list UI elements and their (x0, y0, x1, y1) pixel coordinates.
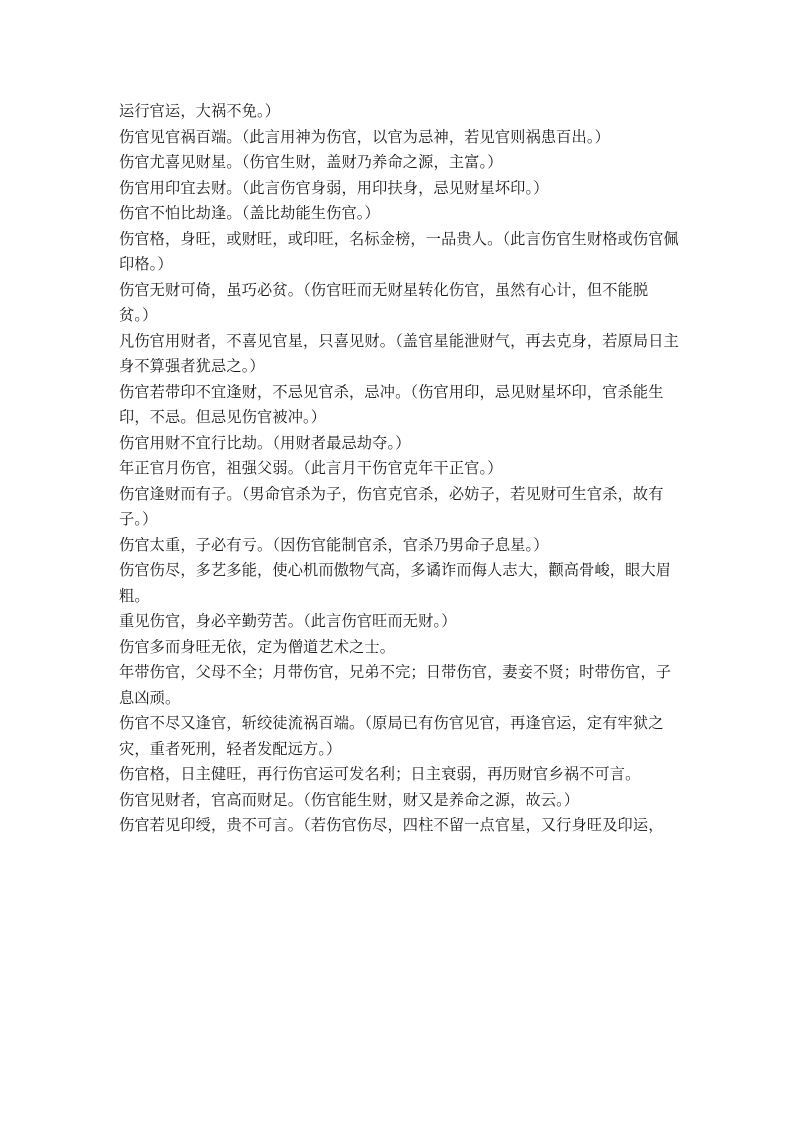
paragraph: 重见伤官，身必辛勤劳苦。（此言伤官旺而无财。） (119, 612, 457, 630)
paragraph: 伤官伤尽，多艺多能，使心机而傲物气高，多谲诈而侮人志大，颧高骨峻，眼大眉粗。 (119, 561, 672, 605)
document-body (119, 99, 679, 839)
paragraph: 伤官不尽又逢官，斩绞徒流祸百端。（原局已有伤官见官，再逢官运，定有牢狱之灾，重者死刑，轻者发配远方。） (119, 714, 664, 758)
paragraph: 伤官格，身旺，或财旺，或印旺，名标金榜，一品贵人。（此言伤官生财格或伤官佩印格。） (119, 229, 679, 273)
paragraph: 伤官多而身旺无依，定为僧道艺术之士。 (119, 637, 396, 656)
paragraph: 年正官月伤官，祖强父弱。（此言月干伤官克年干正官。） (119, 459, 503, 477)
paragraph: 伤官见财者，官高而财足。（伤官能生财，财又是养命之源，故云。） (119, 790, 580, 809)
paragraph: 运行官运，大祸不免。） (119, 102, 281, 120)
paragraph: 伤官见官祸百端。（此言用神为伤官，以官为忌神，若见官则祸患百出。） (119, 127, 610, 146)
paragraph: 伤官无财可倚，虽巧必贫。（伤官旺而无财星转化伤官，虽然有心计，但不能脱贫。） (119, 280, 649, 324)
paragraph: 伤官若带印不宜逢财，不忌见官杀，忌冲。（伤官用印，忌见财星坏印，官杀能生印，不忌。但忌见伤官被冲。） (119, 382, 664, 426)
paragraph: 伤官逢财而有子。（男命官杀为子，伤官克官杀，必妨子，若见财可生官杀，故有子。） (119, 484, 664, 528)
paragraph: 伤官用印宜去财。（此言伤官身弱，用印扶身，忌见财星坏印。） (119, 178, 549, 197)
paragraph: 伤官用财不宜行比劫。（用财者最忌劫夺。） (119, 433, 411, 452)
paragraph: 伤官尤喜见财星。（伤官生财，盖财乃养命之源，主富。） (119, 153, 503, 171)
paragraph: 伤官太重，子必有亏。（因伤官能制官杀，官杀乃男命子息星。） (119, 535, 549, 554)
paragraph: 伤官若见印绶，贵不可言。（若伤官伤尽，四柱不留一点官星，又行身旺及印运， (119, 816, 664, 834)
paragraph: 年带伤官，父母不全；月带伤官，兄弟不完；日带伤官，妻妾不贤；时带伤官，子息凶顽。 (119, 663, 672, 707)
paragraph: 凡伤官用财者，不喜见官星，只喜见财。（盖官星能泄财气，再去克身，若原局日主身不算强者犹忌之。） (119, 331, 679, 375)
paragraph: 伤官不怕比劫逢。（盖比劫能生伤官。） (119, 204, 380, 222)
paragraph: 伤官格，日主健旺，再行伤官运可发名利；日主衰弱，再历财官乡祸不可言。 (119, 765, 641, 783)
